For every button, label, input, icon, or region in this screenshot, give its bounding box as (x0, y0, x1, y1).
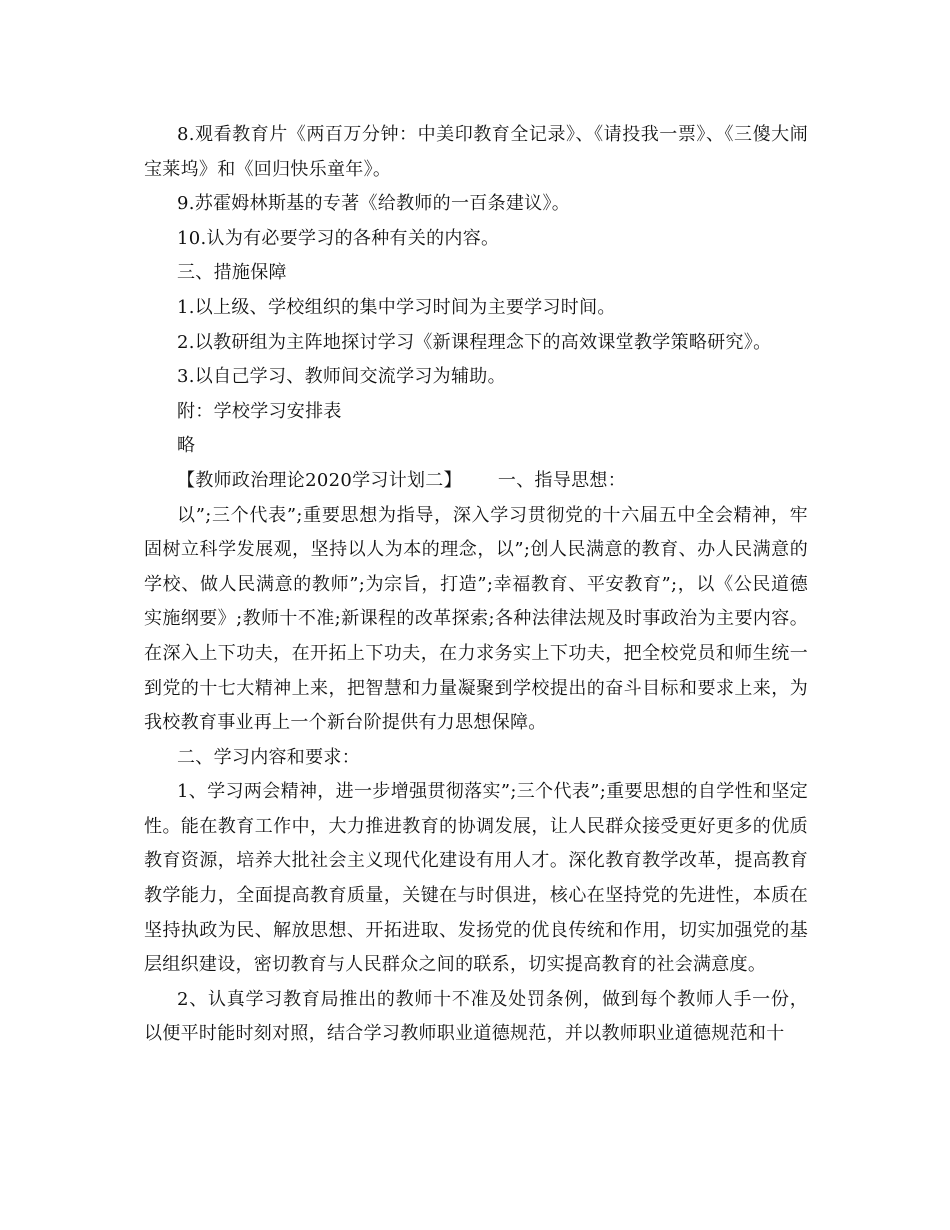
section-heading-measures: 三、措施保障 (177, 262, 287, 284)
paragraph-measure-2: 2.以教研组为主阵地探讨学习《新课程理念下的高效课堂教学策略研究》。 (177, 331, 772, 353)
appendix-omitted: 略 (177, 435, 196, 457)
paragraph-study-item-2: 2、认真学习教育局推出的教师十不准及处罚条例，做到每个教师人手一份，以便平时能时刻对照，结合学习教师职业道德规范，并以教师职业道德规范和十 (144, 988, 808, 1045)
paragraph-guiding-thought: 以”;三个代表”;重要思想为指导，深入学习贯彻党的十六届五中全会精神，牢固树立科学发展观，坚持以人为本的理念，以”;创人民满意的教育、办人民满意的学校、做人民满意的教师”;为宗旨，打造”;幸福教育、平安教育”;，以《公民道德实施纲要》;教师十不准;新课程的改革探索;各种法律法规及时事政治为主要内容。在深入上下功夫，在开拓上下功夫，在力求务实上下功夫，把全校党员和师生统一到党的十七大精神上来，把智慧和力量凝聚到学校提出的奋斗目标和要求上来，为我校教育事业再上一个新台阶提供有力思想保障。 (144, 504, 808, 734)
plan-heading (144, 464, 808, 499)
paragraph-item-9: 9.苏霍姆林斯基的专著《给教师的一百条建议》。 (177, 193, 571, 215)
plan-title: 【教师政治理论2020学习计划二】 (177, 469, 462, 491)
section-heading-study-content: 二、学习内容和要求： (177, 746, 360, 768)
paragraph-item-8: 8.观看教育片《两百万分钟：中美印教育全记录》、《请投我一票》、《三傻大闹宝莱坞》和《回归快乐童年》。 (144, 124, 808, 180)
paragraph-measure-3: 3.以自己学习、教师间交流学习为辅助。 (177, 366, 506, 388)
section-heading-guiding-thought: 一、指导思想： (497, 469, 627, 491)
paragraph-item-10: 10.认为有必要学习的各种有关的内容。 (177, 227, 500, 249)
document-page (144, 118, 808, 1198)
paragraph-measure-1: 1.以上级、学校组织的集中学习时间为主要学习时间。 (177, 296, 616, 318)
appendix-label: 附：学校学习安排表 (177, 400, 342, 422)
paragraph-study-item-1: 1、学习两会精神，进一步增强贯彻落实”;三个代表”;重要思想的自学性和坚定性。能在教育工作中，大力推进教育的协调发展，让人民群众接受更好更多的优质教育资源，培养大批社会主义现代化建设有用人才。深化教育教学改革，提高教育教学能力，全面提高教育质量，关键在与时俱进，核心在坚持党的先进性，本质在坚持执政为民、解放思想、开拓进取、发扬党的优良传统和作用，切实加强党的基层组织建设，密切教育与人民群众之间的联系，切实提高教育的社会满意度。 (144, 781, 808, 976)
